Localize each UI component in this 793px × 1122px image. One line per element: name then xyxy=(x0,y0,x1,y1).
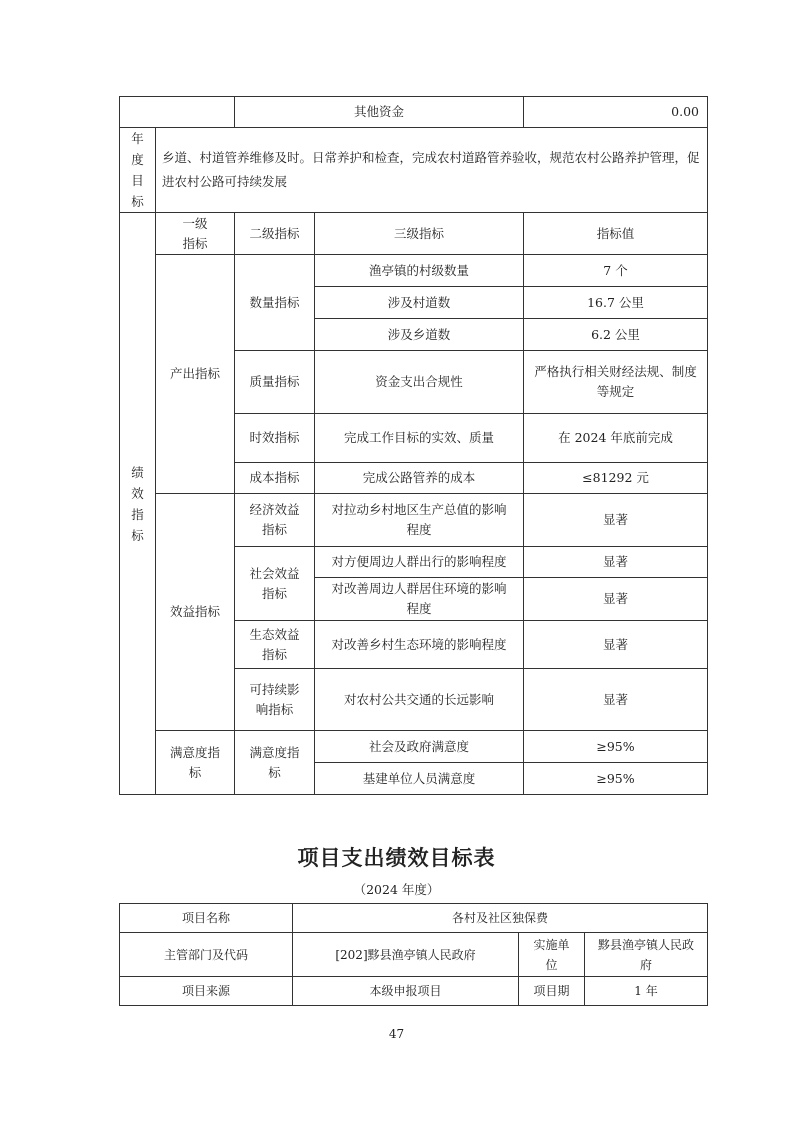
indicator-cell: 对改善周边人群居住环境的影响 程度 xyxy=(315,578,524,621)
indicator-cell: 对方便周边人群出行的影响程度 xyxy=(315,547,524,578)
project-info-table xyxy=(119,903,708,1006)
satisfaction-l2-label: 满意度指 标 xyxy=(235,731,315,795)
impl-label: 实施单 位 xyxy=(519,933,585,977)
page-title: 项目支出绩效目标表 xyxy=(297,846,496,870)
label-char: 指 xyxy=(131,506,144,522)
annual-goal-label xyxy=(120,128,156,213)
value-cell: 显著 xyxy=(524,669,708,731)
dept-value: [202]黟县渔亭镇人民政府 xyxy=(293,933,519,977)
indicator-cell: 渔亭镇的村级数量 xyxy=(315,255,524,287)
value-cell: 6.2 公里 xyxy=(524,319,708,351)
value-cell: ≥95% xyxy=(524,763,708,795)
source-value: 本级申报项目 xyxy=(293,977,519,1006)
indicator-cell: 完成公路管养的成本 xyxy=(315,463,524,494)
other-funds-label: 其他资金 xyxy=(235,97,524,128)
quantity-indicator-label: 数量指标 xyxy=(235,255,315,351)
source-label: 项目来源 xyxy=(120,977,293,1006)
label-char: 效 xyxy=(131,485,144,501)
table-row xyxy=(120,255,708,287)
impl-value: 黟县渔亭镇人民政 府 xyxy=(585,933,708,977)
benefit-indicator-label: 效益指标 xyxy=(156,494,235,731)
cost-indicator-label: 成本指标 xyxy=(235,463,315,494)
annual-goal-text: 乡道、村道管养维修及时。日常养护和检查，完成农村道路管养验收，规范农村公路养护管理，促进农村公路可持续发展 xyxy=(156,128,708,213)
label-char: 年 xyxy=(131,131,144,146)
dept-label: 主管部门及代码 xyxy=(120,933,293,977)
ecological-indicator-label: 生态效益 指标 xyxy=(235,621,315,669)
value-cell: 严格执行相关财经法规、制度 等规定 xyxy=(524,351,708,414)
page-number: 47 xyxy=(388,1027,405,1041)
quality-indicator-label: 质量指标 xyxy=(235,351,315,414)
table-row xyxy=(120,494,708,547)
satisfaction-indicator-label: 满意度指 标 xyxy=(156,731,235,795)
header-level2: 二级指标 xyxy=(235,213,315,255)
value-cell: ≤81292 元 xyxy=(524,463,708,494)
header-row xyxy=(120,213,708,255)
timeliness-indicator-label: 时效指标 xyxy=(235,414,315,463)
indicator-cell: 社会及政府满意度 xyxy=(315,731,524,763)
table-row xyxy=(120,933,708,977)
output-indicator-label: 产出指标 xyxy=(156,255,235,494)
indicator-cell: 完成工作目标的实效、质量 xyxy=(315,414,524,463)
value-cell: 16.7 公里 xyxy=(524,287,708,319)
value-cell: ≥95% xyxy=(524,731,708,763)
value-cell: 显著 xyxy=(524,621,708,669)
label-char: 标 xyxy=(131,527,144,543)
indicator-cell: 基建单位人员满意度 xyxy=(315,763,524,795)
perf-indicator-label xyxy=(120,213,156,795)
value-cell: 显著 xyxy=(524,547,708,578)
header-value: 指标值 xyxy=(524,213,708,255)
other-funds-value: 0.00 xyxy=(524,97,708,128)
value-cell: 显著 xyxy=(524,578,708,621)
label-char: 目 xyxy=(131,173,144,188)
value-cell: 7 个 xyxy=(524,255,708,287)
sustainable-indicator-label: 可持续影 响指标 xyxy=(235,669,315,731)
label-char: 度 xyxy=(131,152,144,167)
project-name-label: 项目名称 xyxy=(120,904,293,933)
indicator-cell: 对改善乡村生态环境的影响程度 xyxy=(315,621,524,669)
annual-goal-row xyxy=(120,128,708,213)
year-subtitle: （2024 年度） xyxy=(353,882,440,897)
value-cell: 显著 xyxy=(524,494,708,547)
performance-table xyxy=(119,96,708,795)
header-level3: 三级指标 xyxy=(315,213,524,255)
label-char: 绩 xyxy=(131,464,144,480)
period-value: 1 年 xyxy=(585,977,708,1006)
label-char: 标 xyxy=(131,194,144,209)
table-row xyxy=(120,904,708,933)
value-cell: 在 2024 年底前完成 xyxy=(524,414,708,463)
economic-indicator-label: 经济效益 指标 xyxy=(235,494,315,547)
header-level1: 一级 指标 xyxy=(156,213,235,255)
blank-cell xyxy=(120,97,235,128)
other-funds-row xyxy=(120,97,708,128)
indicator-cell: 涉及乡道数 xyxy=(315,319,524,351)
project-name-value: 各村及社区独保费 xyxy=(293,904,708,933)
indicator-cell: 涉及村道数 xyxy=(315,287,524,319)
indicator-cell: 资金支出合规性 xyxy=(315,351,524,414)
indicator-cell: 对拉动乡村地区生产总值的影响 程度 xyxy=(315,494,524,547)
table-row xyxy=(120,977,708,1006)
period-label: 项目期 xyxy=(519,977,585,1006)
indicator-cell: 对农村公共交通的长远影响 xyxy=(315,669,524,731)
table-row xyxy=(120,731,708,763)
social-indicator-label: 社会效益 指标 xyxy=(235,547,315,621)
